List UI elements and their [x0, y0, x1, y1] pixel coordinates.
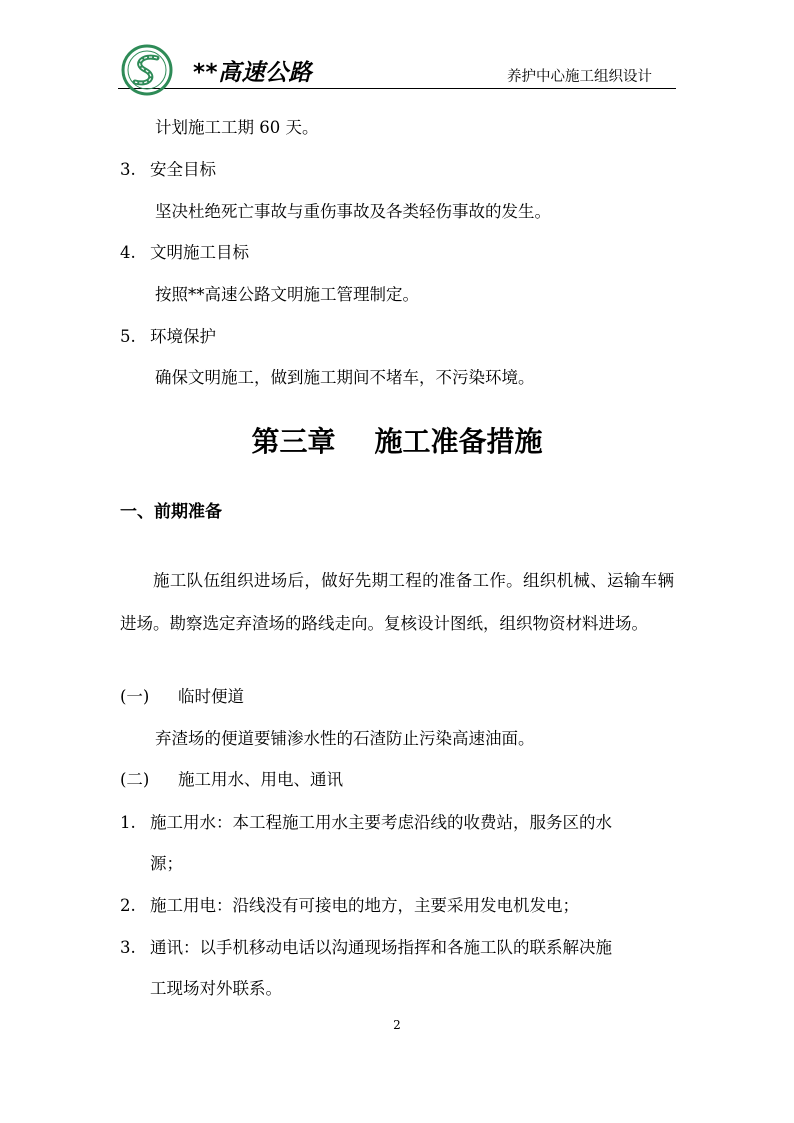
page-header [118, 52, 676, 89]
civilized-construction-text: 按照**高速公路文明施工管理制定。 [155, 285, 419, 304]
civilized-construction-heading: 文明施工目标 [150, 243, 249, 262]
safety-goal-text: 坚决杜绝死亡事故与重伤事故及各类轻伤事故的发生。 [155, 202, 551, 221]
document-title: 养护中心施工组织设计 [507, 69, 652, 85]
item-text-1-cont: 源； [150, 854, 183, 873]
brand-title: **高速公路 [193, 60, 313, 86]
item-text-3: 通讯：以手机移动电话以沟通现场指挥和各施工队的联系解决施 [150, 938, 612, 957]
environment-heading: 环境保护 [150, 327, 216, 346]
chapter-title: 第三章 施工准备措施 [251, 425, 543, 458]
subsection-number-1: (一) [120, 687, 150, 706]
subsection-title-1: 临时便道 [178, 687, 244, 706]
list-number-3: 3. [120, 160, 136, 179]
item-text-1: 施工用水：本工程施工用水主要考虑沿线的收费站，服务区的水 [150, 813, 612, 832]
environment-text: 确保文明施工，做到施工期间不堵车，不污染环境。 [155, 368, 535, 387]
intro-paragraph: 施工队伍组织进场后，做好先期工程的准备工作。组织机械、运输车辆进场。勘察选定弃渣场的路线走向。复核设计图纸，组织物资材料进场。 [120, 571, 674, 633]
item-text-3-cont: 工现场对外联系。 [150, 979, 282, 998]
list-number-4: 4. [120, 243, 136, 262]
item-number-1: 1. [120, 813, 136, 832]
item-number-3: 3. [120, 938, 136, 957]
page-number: 2 [393, 1018, 401, 1032]
highway-logo-icon [121, 44, 173, 96]
subsection-text-1: 弃渣场的便道要铺渗水性的石渣防止污染高速油面。 [155, 729, 535, 748]
subsection-title-2: 施工用水、用电、通讯 [178, 770, 343, 789]
safety-goal-heading: 安全目标 [150, 160, 216, 179]
item-number-2: 2. [120, 896, 136, 915]
item-text-2: 施工用电：沿线没有可接电的地方，主要采用发电机发电； [150, 896, 579, 915]
schedule-line: 计划施工工期 60 天。 [155, 118, 319, 137]
section-heading: 一、前期准备 [120, 502, 222, 522]
list-number-5: 5. [120, 327, 136, 346]
subsection-number-2: (二) [120, 770, 150, 789]
